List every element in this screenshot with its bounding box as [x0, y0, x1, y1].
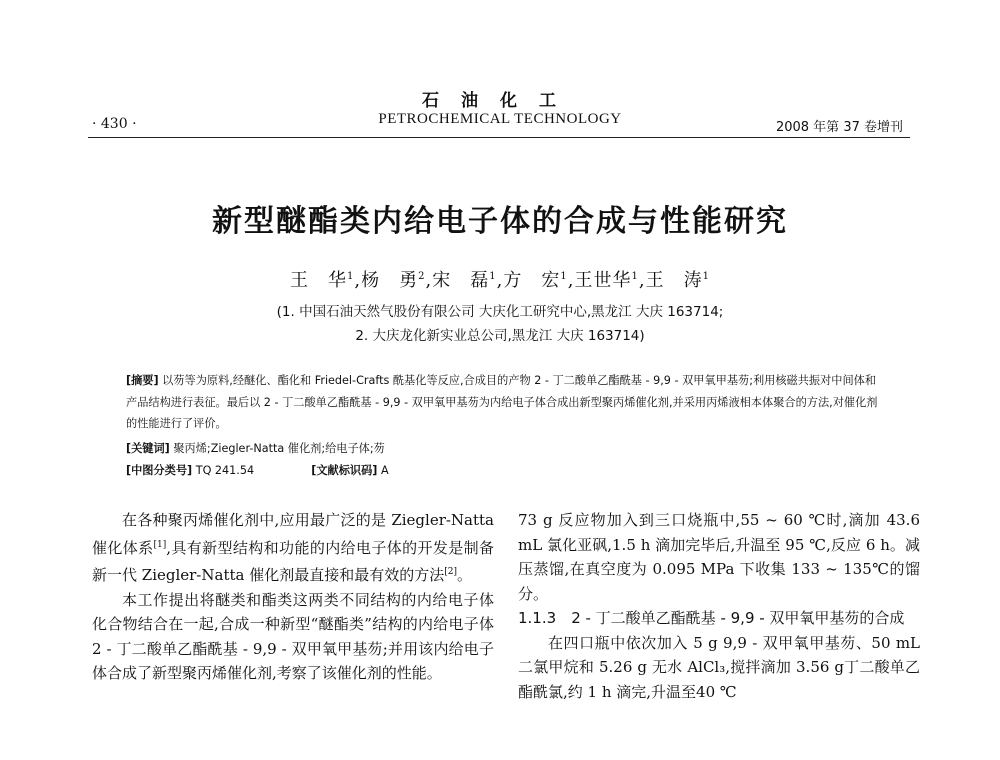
clc-code: TQ 241.54	[195, 464, 255, 477]
section-heading	[518, 606, 920, 631]
body-right-column	[518, 508, 920, 704]
citation: [2]	[444, 567, 457, 577]
paragraph: 本工作提出将醚类和酯类这两类不同结构的内给电子体化合物结合在一起,合成一种新型“醚酯类”结构的内给电子体 2 - 丁二酸单乙酯酰基 - 9,9 - 双甲氧甲基芴;并用该内给电子体合成了新型聚丙烯催化剂,考察了该催化剂的性能。	[92, 590, 494, 682]
author-name: 方 宏	[503, 270, 561, 291]
header-rule	[88, 137, 910, 138]
doc-code-label: [文献标识码]	[311, 464, 378, 477]
affiliation-2: 2. 大庆龙化新实业总公司,黑龙江 大庆 163714)	[355, 328, 645, 344]
paper-title: 新型醚酯类内给电子体的合成与性能研究	[212, 204, 788, 239]
paragraph: 在四口瓶中依次加入 5 g 9,9 - 双甲氧甲基芴、50 mL 二氯甲烷和 5.26 g 无水 AlCl₃,搅拌滴加 3.56 g丁二酸单乙酯酰氯,约 1 h 滴完,升温至40 ℃	[518, 633, 920, 701]
paragraph: 在各种聚丙烯催化剂中,应用最广泛的是 Ziegler-Natta 催化体系[1],具有新型结构和功能的内给电子体的开发是制备新一代 Ziegler-Natta 催化剂最直接和最有效的方法[2]。	[92, 511, 494, 584]
author-affiliation-mark: 1	[489, 271, 497, 282]
keywords-text: 聚丙烯;Ziegler-Natta 催化剂;给电子体;芴	[173, 442, 385, 455]
keywords-label: [关键词]	[126, 442, 170, 455]
journal-title-english: PETROCHEMICAL TECHNOLOGY	[378, 111, 622, 127]
paragraph: 73 g 反应物加入到三口烧瓶中,55 ~ 60 ℃时,滴加 43.6 mL 氯化亚砜,1.5 h 滴加完毕后,升温至 95 ℃,反应 6 h。减压蒸馏,在真空度为 0.095 MPa 下收集 133 ~ 135℃的馏分。	[518, 511, 920, 603]
author-affiliation-mark: 1	[631, 271, 639, 282]
author-name: 宋 磊	[432, 270, 490, 291]
doc-code: A	[380, 464, 389, 477]
affiliation-1: (1. 中国石油天然气股份有限公司 大庆化工研究中心,黑龙江 大庆 163714;	[276, 304, 724, 320]
clc-label: [中图分类号]	[126, 464, 193, 477]
body-left-column	[92, 508, 494, 686]
author-affiliation-mark: 1	[702, 271, 710, 282]
classification	[126, 462, 389, 478]
author-name: 王 华	[290, 270, 348, 291]
author-affiliation-mark: 1	[347, 271, 355, 282]
abstract-text: 以芴等为原料,经醚化、酯化和 Friedel-Crafts 酰基化等反应,合成目的产物 2 - 丁二酸单乙酯酰基 - 9,9 - 双甲氧甲基芴;利用核磁共振对中间体和产品结构进行表征。最后以 2 - 丁二酸单乙酯酰基 - 9,9 - 双甲氧甲基芴为内给电子体合成出新型聚丙烯催化剂,并采用丙烯液相本体聚合的方法,对催化剂的性能进行了评价。	[126, 374, 878, 430]
section-number: 1.1.3	[518, 609, 557, 627]
abstract	[126, 370, 886, 435]
page-number: · 430 ·	[92, 116, 137, 132]
author-name: 杨 勇	[361, 270, 419, 291]
keywords	[126, 440, 385, 456]
journal-title-chinese: 石油化工	[422, 91, 578, 111]
issue-info: 2008 年第 37 卷增刊	[775, 120, 903, 135]
author-name: 王 涛	[645, 270, 703, 291]
abstract-label: [摘要]	[126, 374, 159, 387]
author-affiliation-mark: 2	[418, 271, 426, 282]
author-list: 王 华$^1$,杨 勇$^2$,宋 磊$^1$,方 宏$^1$,王世华$^1$,王 涛$^1$	[290, 270, 710, 291]
author-name: 王世华	[574, 270, 632, 291]
citation: [1]	[153, 539, 167, 550]
section-title: 2 - 丁二酸单乙酯酰基 - 9,9 - 双甲氧甲基芴的合成	[571, 609, 905, 627]
author-affiliation-mark: 1	[560, 271, 568, 282]
